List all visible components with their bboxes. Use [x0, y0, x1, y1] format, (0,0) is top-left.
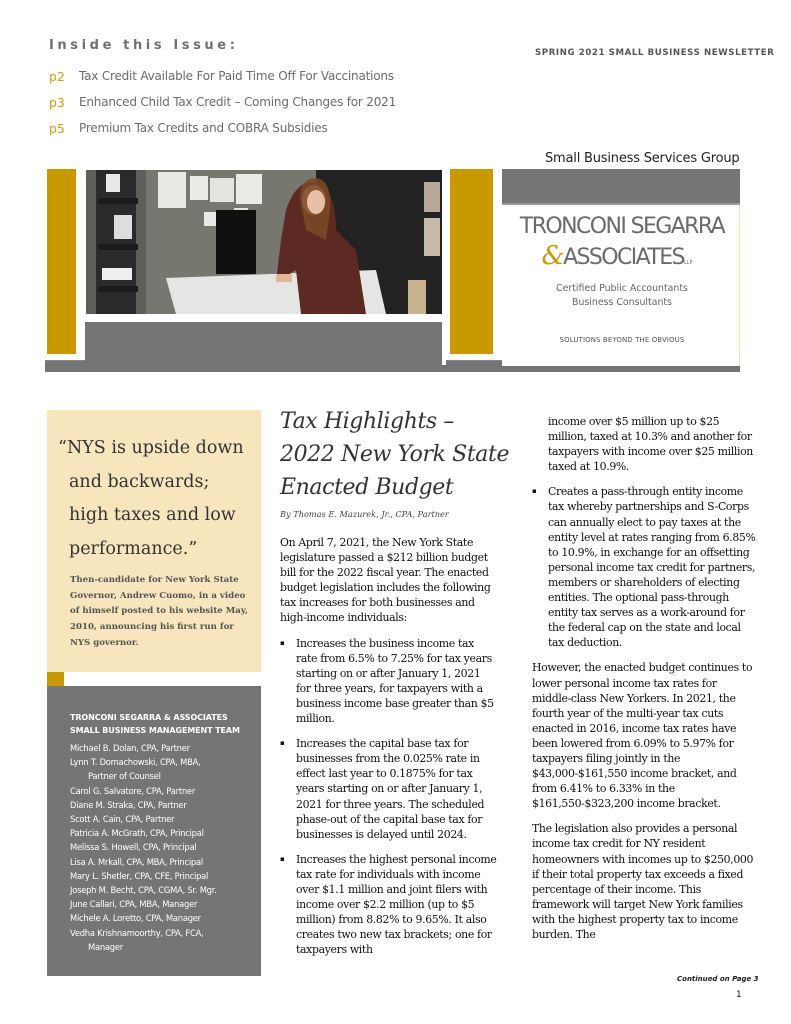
toc-page: p3 [49, 94, 65, 110]
bullet-item: ▪ Increases the highest personal income tax rate for individuals with income over $1.1 million and joint filers with income over $2.2 million (up to $5 million) from 8.82% to 9.65%. It also creates two new tax brackets; one for taxpayers with [280, 852, 498, 958]
company-logo-associates [512, 241, 722, 271]
quote-line: high taxes and low [69, 505, 236, 525]
team-member: Michael B. Dolan, CPA, Partner [70, 743, 190, 753]
bullet-item: ▪ Increases the capital base tax for businesses from the 0.025% rate in effect last year to 0.1875% for tax years starting on or after January 1, 2021 for three years. The scheduled phase-out of the capital base tax for businesses is delayed until 2024. [280, 736, 498, 842]
pull-quote [58, 432, 258, 566]
team-title-line: TRONCONI SEGARRA & ASSOCIATES [70, 713, 228, 722]
group-label: Small Business Services Group [545, 151, 740, 166]
gold-accent-square [47, 672, 64, 686]
logo-llp: LLP [683, 260, 693, 266]
quote-attribution: Then-candidate for New York State Governor, Andrew Cuomo, in a video of himself posted to his website May, 2010, announcing his first run for NYS governor. [70, 575, 248, 648]
toc-text: Premium Tax Credits and COBRA Subsidies [79, 121, 328, 135]
article-byline: By Thomas E. Mazurek, Jr., CPA, Partner [280, 509, 449, 519]
logo-sub-line: Business Consultants [572, 297, 672, 308]
logo-header-bar [502, 169, 740, 205]
article-title-line: Enacted Budget [280, 475, 454, 500]
bullet-item: ▪ Increases the business income tax rate from 6.5% to 7.25% for tax years starting on or after January 1, 2021 for three years, for taxpayers with a business income base greater than $5 million. [280, 636, 498, 727]
bullet-item: ▪ Creates a pass-through entity income tax whereby partnerships and S-Corps can annually elect to pay taxes at the entity level at rates ranging from 6.85% to 10.9%, in exchange for an offsetting personal income tax credit for partners, members or shareholders of electing entities. The optional pass-through entity tax serves as a work-around for the federal cap on the state and local tax deduction. [532, 484, 756, 650]
team-member: Vedha Krishnamoorthy, CPA, FCA, [70, 927, 204, 938]
team-member: Patricia A. McGrath, CPA, Principal [70, 828, 204, 839]
article-title-line: Tax Highlights – [280, 409, 455, 434]
team-member-continued: Manager [88, 941, 123, 952]
article-column-1 [280, 535, 498, 967]
article-paragraph: The legislation also provides a personal income tax credit for NY resident homeowners with incomes up to $250,000 if their total property tax exceeds a fixed percentage of their income. This framework will target New York families with the highest property tax to income burden. The [532, 822, 754, 941]
logo-tagline: SOLUTIONS BEYOND THE OBVIOUS [559, 336, 685, 344]
team-member: June Callari, CPA, MBA, Manager [70, 899, 198, 910]
team-list [70, 741, 217, 954]
newsletter-label: SPRING 2021 SMALL BUSINESS NEWSLETTER [535, 48, 775, 58]
logo-subtitle [512, 282, 732, 310]
toc-page: p5 [49, 120, 65, 136]
logo-sub-line: Certified Public Accountants [556, 283, 688, 294]
toc-text: Enhanced Child Tax Credit – Coming Changes for 2021 [79, 95, 397, 109]
continued-link[interactable]: Continued on Page 3 [677, 975, 759, 983]
team-member: Lynn T. Domachowski, CPA, MBA, [70, 757, 201, 768]
article-bullets [280, 636, 498, 958]
team-title-line: SMALL BUSINESS MANAGEMENT TEAM [70, 726, 240, 735]
team-member: Joseph M. Becht, CPA, CGMA, Sr. Mgr. [70, 885, 217, 896]
team-member: Scott A. Cain, CPA, Partner [70, 814, 175, 825]
toc-text: Tax Credit Available For Paid Time Off For Vaccinations [79, 69, 394, 83]
article-column-2 [532, 414, 756, 952]
company-logo-name: TRONCONI SEGARRA [519, 214, 725, 239]
quote-line: and backwards; [69, 471, 210, 492]
woman-at-desk-image [86, 170, 442, 314]
article-title-line: 2022 New York State [280, 442, 510, 467]
table-of-contents [49, 63, 396, 141]
team-member: Diane M. Straka, CPA, Partner [70, 799, 187, 810]
page-number: 1 [736, 990, 742, 1000]
toc-item[interactable] [49, 63, 396, 89]
gold-accent-bar [47, 169, 76, 354]
team-title [70, 711, 240, 737]
toc-item[interactable] [49, 115, 396, 141]
article-intro: On April 7, 2021, the New York State legislature passed a $212 billion budget bill for the 2022 fiscal year. The enacted budget legislation includes the following tax increases for both businesses and high-income individuals: [280, 536, 491, 625]
team-member: Melissa S. Howell, CPA, Principal [70, 842, 197, 853]
inside-issue-title: Inside this Issue: [49, 38, 239, 53]
photo-grey-panel [85, 322, 442, 370]
team-member-continued: Partner of Counsel [88, 771, 161, 782]
quote-line: “NYS is upside down [58, 438, 244, 458]
team-member: Carol G. Salvatore, CPA, Partner [70, 785, 196, 796]
logo-ampersand: & [541, 241, 564, 271]
team-member: Mary L. Shetler, CPA, CFE, Principal [70, 870, 209, 881]
team-member: Michele A. Loretto, CPA, Manager [70, 913, 201, 924]
quote-line: performance.” [69, 538, 198, 559]
toc-page: p2 [49, 68, 65, 84]
bullet-continued: income over $5 million up to $25 million, taxed at 10.3% and another for taxpayers with income over $25 million taxed at 10.9%. [548, 415, 753, 474]
article-bullets [532, 484, 756, 650]
article-paragraph: However, the enacted budget continues to lower personal income tax rates for middle-class New Yorkers. In 2021, the fourth year of the multi-year tax cuts enacted in 2016, income tax rates have been lowered from 6.09% to 5.97% for taxpayers filing jointly in the $43,000-$161,550 income bracket, and from 6.41% to 6.33% in the $161,550-$323,200 income bracket. [532, 661, 753, 811]
toc-item[interactable] [49, 89, 396, 115]
header-photo [86, 170, 442, 314]
article-title [280, 405, 520, 504]
logo-associates-text: ASSOCIATES [563, 245, 684, 270]
team-member: Lisa A. Mrkall, CPA, MBA, Principal [70, 856, 203, 867]
gold-accent-bar [450, 169, 493, 354]
